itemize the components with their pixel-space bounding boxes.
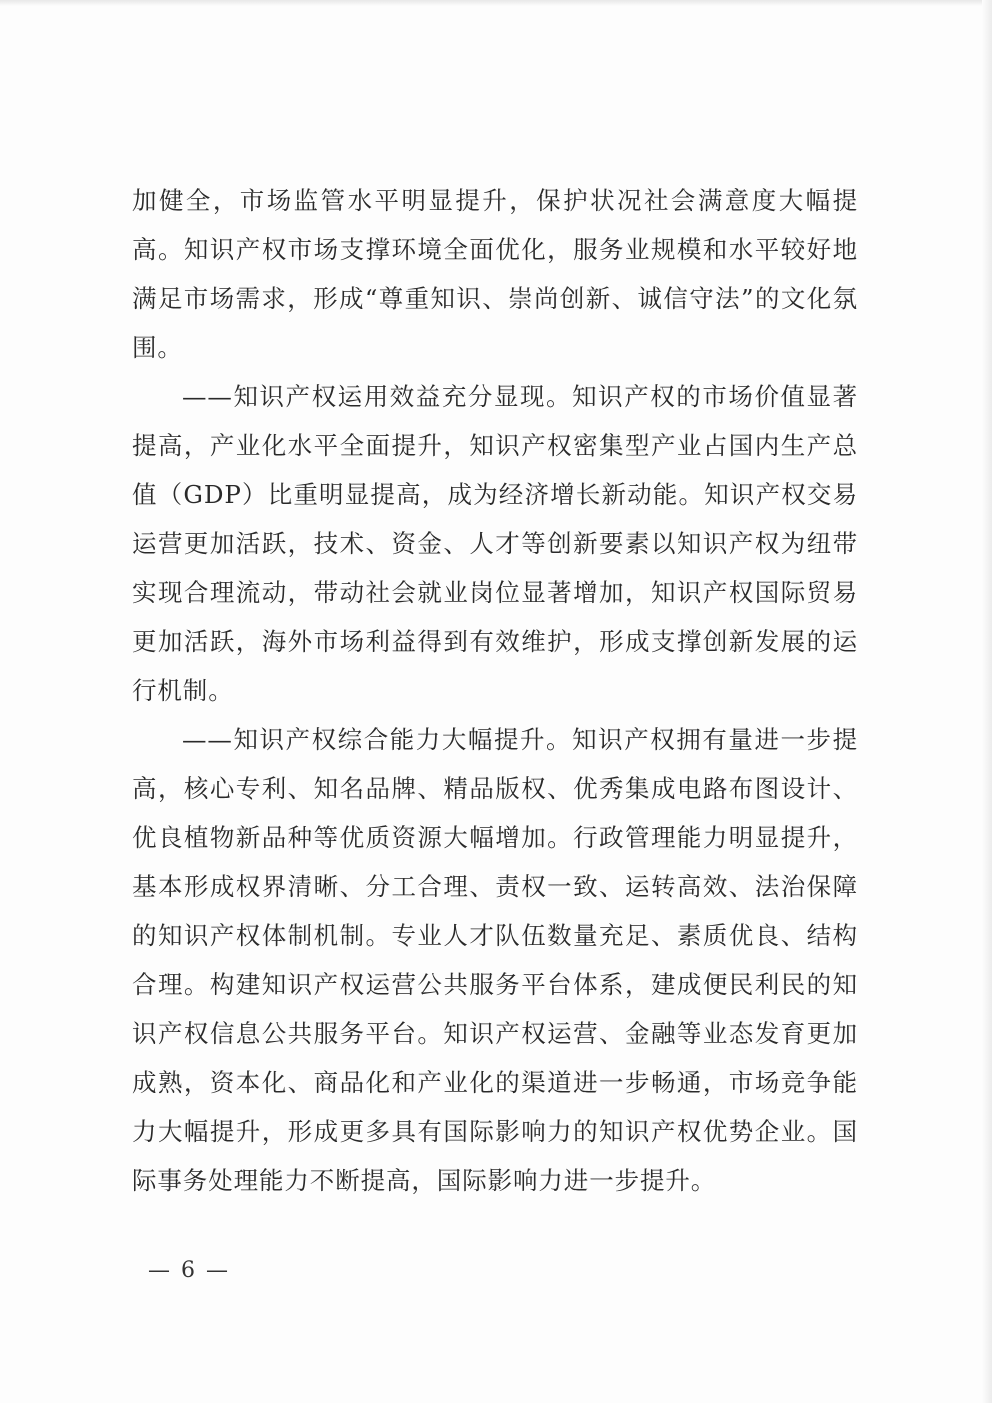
scan-right-edge (982, 0, 992, 1403)
document-body (132, 176, 858, 1205)
page-number: — 6 — (148, 1258, 230, 1283)
paragraph-ip-comprehensive-capacity: ——知识产权综合能力大幅提升。知识产权拥有量进一步提高，核心专利、知名品牌、精品版权、优秀集成电路布图设计、优良植物新品种等优质资源大幅增加。行政管理能力明显提升，基本形成权界清晰、分工合理、责权一致、运转高效、法治保障的知识产权体制机制。专业人才队伍数量充足、素质优良、结构合理。构建知识产权运营公共服务平台体系，建成便民利民的知识产权信息公共服务平台。知识产权运营、金融等业态发育更加成熟，资本化、商品化和产业化的渠道进一步畅通，市场竞争能力大幅提升，形成更多具有国际影响力的知识产权优势企业。国际事务处理能力不断提高，国际影响力进一步提升。 (132, 725, 858, 1195)
paragraph-ip-application-benefits: ——知识产权运用效益充分显现。知识产权的市场价值显著提高，产业化水平全面提升，知识产权密集型产业占国内生产总值（GDP）比重明显提高，成为经济增长新动能。知识产权交易运营更加活跃，技术、资金、人才等创新要素以知识产权为纽带实现合理流动，带动社会就业岗位显著增加，知识产权国际贸易更加活跃，海外市场利益得到有效维护，形成支撑创新发展的运行机制。 (132, 382, 858, 705)
scan-top-edge (0, 0, 992, 6)
paragraph-continued: 加健全，市场监管水平明显提升，保护状况社会满意度大幅提高。知识产权市场支撑环境全面优化，服务业规模和水平较好地满足市场需求，形成“尊重知识、崇尚创新、诚信守法”的文化氛围。 (132, 186, 858, 362)
